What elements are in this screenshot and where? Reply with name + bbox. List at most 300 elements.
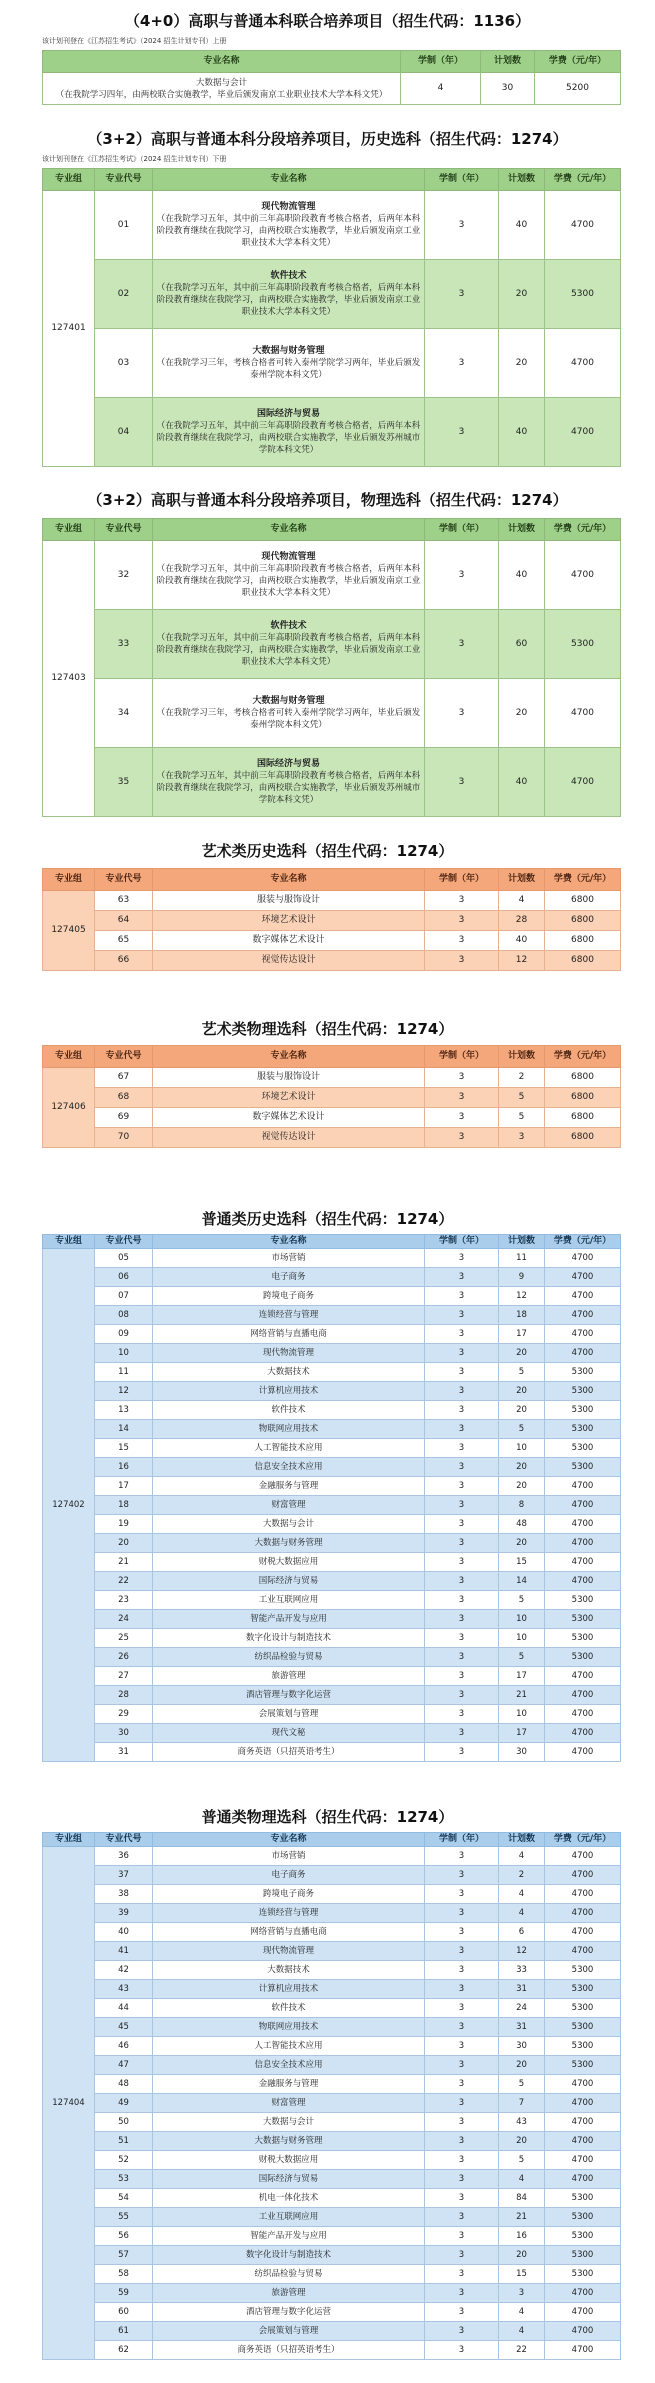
years-cell: 3 [425, 2322, 499, 2341]
years-cell: 3 [425, 2094, 499, 2113]
major-name: 现代物流管理 [261, 201, 316, 212]
plan-cell: 30 [481, 73, 535, 105]
years-cell: 3 [425, 1904, 499, 1923]
major-desc: （在我院学习五年，其中前三年高职阶段教育考核合格者，后两年本科阶段教育继续在我院学习，由两校联合实施教学，毕业后颁发南京工业职业技术大学本科文凭） [156, 282, 421, 317]
table-3plus2-physics [42, 518, 621, 817]
fee-cell: 4700 [545, 1866, 621, 1885]
table-row [43, 2246, 621, 2265]
years-cell: 3 [425, 1847, 499, 1866]
col-header: 学制（年） [425, 1046, 499, 1068]
major-name: 大数据与财务管理 [153, 2132, 425, 2151]
major-name: 电子商务 [153, 1866, 425, 1885]
code-cell: 46 [95, 2037, 153, 2056]
plan-cell: 10 [499, 1439, 545, 1458]
col-header: 学费（元/年） [545, 1046, 621, 1068]
table-row [43, 1068, 621, 1088]
group-cell: 127405 [43, 891, 95, 971]
code-cell: 01 [95, 191, 153, 260]
years-cell: 3 [425, 1268, 499, 1287]
years-cell: 3 [425, 1743, 499, 1762]
years-cell: 3 [425, 541, 499, 610]
plan-cell: 10 [499, 1629, 545, 1648]
years-cell: 3 [425, 2189, 499, 2208]
plan-cell: 12 [499, 1287, 545, 1306]
code-cell: 40 [95, 1923, 153, 1942]
fee-cell: 4700 [545, 1268, 621, 1287]
table-row [43, 191, 621, 260]
fee-cell: 5300 [545, 2227, 621, 2246]
table-row [43, 1572, 621, 1591]
major-name: 国际经济与贸易 [153, 2170, 425, 2189]
years-cell: 3 [425, 1553, 499, 1572]
col-header: 学费（元/年） [545, 1833, 621, 1847]
major-name: 网络营销与直播电商 [153, 1325, 425, 1344]
fee-cell: 4700 [545, 398, 621, 467]
major-name: 现代物流管理 [261, 551, 316, 562]
section-title: （3+2）高职与普通本科分段培养项目，历史选科（招生代码：1274） [87, 130, 568, 148]
table-row [43, 1866, 621, 1885]
plan-cell: 17 [499, 1667, 545, 1686]
fee-cell: 4700 [545, 1553, 621, 1572]
major-name: 电子商务 [153, 1268, 425, 1287]
years-cell: 3 [425, 1306, 499, 1325]
plan-cell: 2 [499, 1068, 545, 1088]
fee-cell: 4700 [545, 1942, 621, 1961]
years-cell: 3 [425, 1401, 499, 1420]
major-name: 环境艺术设计 [153, 1088, 425, 1108]
major-name: 酒店管理与数字化运营 [153, 1686, 425, 1705]
plan-cell: 18 [499, 1306, 545, 1325]
code-cell: 45 [95, 2018, 153, 2037]
years-cell: 3 [425, 1108, 499, 1128]
code-cell: 31 [95, 1743, 153, 1762]
fee-cell: 5300 [545, 260, 621, 329]
col-header: 专业组 [43, 1833, 95, 1847]
fee-cell: 5300 [545, 1980, 621, 1999]
table-row [43, 748, 621, 817]
fee-cell: 6800 [545, 1088, 621, 1108]
major-name: 服装与服饰设计 [153, 891, 425, 911]
table-row [43, 1553, 621, 1572]
years-cell: 3 [425, 1287, 499, 1306]
table-row [43, 1686, 621, 1705]
plan-cell: 9 [499, 1268, 545, 1287]
plan-cell: 20 [499, 329, 545, 398]
major-name: 数字媒体艺术设计 [153, 1108, 425, 1128]
fee-cell: 4700 [545, 191, 621, 260]
years-cell: 3 [425, 1866, 499, 1885]
major-name: 大数据与会计 [153, 2113, 425, 2132]
group-cell: 127404 [43, 1847, 95, 2360]
years-cell: 3 [425, 2208, 499, 2227]
fee-cell: 5300 [545, 1458, 621, 1477]
fee-cell: 4700 [545, 1572, 621, 1591]
table-row [43, 1325, 621, 1344]
major-name: 软件技术 [153, 1401, 425, 1420]
years-cell: 3 [425, 1999, 499, 2018]
years-cell: 3 [425, 1961, 499, 1980]
table-row [43, 2037, 621, 2056]
fee-cell: 6800 [545, 911, 621, 931]
fee-cell: 5300 [545, 2037, 621, 2056]
years-cell: 3 [425, 2303, 499, 2322]
table-row [43, 1287, 621, 1306]
years-cell: 3 [425, 2056, 499, 2075]
years-cell: 3 [425, 191, 499, 260]
fee-cell: 4700 [545, 2094, 621, 2113]
table-row [43, 1923, 621, 1942]
table-4plus0 [42, 50, 621, 105]
table-row [43, 1363, 621, 1382]
plan-cell: 5 [499, 2151, 545, 2170]
plan-cell: 5 [499, 1108, 545, 1128]
plan-cell: 10 [499, 1610, 545, 1629]
fee-cell: 4700 [545, 2132, 621, 2151]
code-cell: 64 [95, 911, 153, 931]
code-cell: 03 [95, 329, 153, 398]
code-cell: 56 [95, 2227, 153, 2246]
fee-cell: 5300 [545, 2208, 621, 2227]
years-cell: 3 [425, 2170, 499, 2189]
major-name: 大数据技术 [153, 1961, 425, 1980]
years-cell: 3 [425, 1534, 499, 1553]
code-cell: 23 [95, 1591, 153, 1610]
major-name: 旅游管理 [153, 1667, 425, 1686]
years-cell: 3 [425, 1629, 499, 1648]
plan-cell: 5 [499, 1591, 545, 1610]
code-cell: 26 [95, 1648, 153, 1667]
years-cell: 3 [425, 2265, 499, 2284]
fee-cell: 5300 [545, 1401, 621, 1420]
code-cell: 42 [95, 1961, 153, 1980]
col-header: 专业名称 [153, 1833, 425, 1847]
plan-cell: 30 [499, 2037, 545, 2056]
group-cell: 127402 [43, 1249, 95, 1762]
table-row [43, 1439, 621, 1458]
code-cell: 66 [95, 951, 153, 971]
fee-cell: 4700 [545, 679, 621, 748]
plan-cell: 7 [499, 2094, 545, 2113]
col-header: 学制（年） [425, 1235, 499, 1249]
plan-cell: 4 [499, 1904, 545, 1923]
code-cell: 37 [95, 1866, 153, 1885]
plan-cell: 20 [499, 2056, 545, 2075]
code-cell: 62 [95, 2341, 153, 2360]
fee-cell: 4700 [545, 1534, 621, 1553]
code-cell: 38 [95, 1885, 153, 1904]
code-cell: 30 [95, 1724, 153, 1743]
plan-cell: 20 [499, 1344, 545, 1363]
major-name: 机电一体化技术 [153, 2189, 425, 2208]
plan-cell: 4 [499, 1847, 545, 1866]
fee-cell: 5300 [545, 610, 621, 679]
col-header: 专业代号 [95, 869, 153, 891]
fee-cell: 4700 [545, 1515, 621, 1534]
code-cell: 43 [95, 1980, 153, 1999]
plan-cell: 4 [499, 2303, 545, 2322]
code-cell: 33 [95, 610, 153, 679]
plan-cell: 31 [499, 2018, 545, 2037]
plan-cell: 6 [499, 1923, 545, 1942]
col-header: 计划数 [481, 51, 535, 73]
fee-cell: 4700 [545, 1923, 621, 1942]
table-row [43, 1458, 621, 1477]
code-cell: 06 [95, 1268, 153, 1287]
years-cell: 3 [425, 1382, 499, 1401]
code-cell: 63 [95, 891, 153, 911]
table-row [43, 260, 621, 329]
fee-cell: 4700 [545, 1344, 621, 1363]
fee-cell: 4700 [545, 1904, 621, 1923]
major-name: 会展策划与管理 [153, 1705, 425, 1724]
major-name: 智能产品开发与应用 [153, 1610, 425, 1629]
plan-cell: 40 [499, 541, 545, 610]
fee-cell: 5300 [545, 2018, 621, 2037]
years-cell: 3 [425, 1249, 499, 1268]
col-header: 学制（年） [425, 1833, 499, 1847]
major-desc: （在我院学习五年，其中前三年高职阶段教育考核合格者，后两年本科阶段教育继续在我院学习，由两校联合实施教学，毕业后颁发南京工业职业技术大学本科文凭） [156, 632, 421, 667]
years-cell: 3 [425, 2037, 499, 2056]
fee-cell: 4700 [545, 1306, 621, 1325]
fee-cell: 4700 [545, 2151, 621, 2170]
years-cell: 3 [425, 1128, 499, 1148]
code-cell: 04 [95, 398, 153, 467]
table-row [43, 1942, 621, 1961]
code-cell: 50 [95, 2113, 153, 2132]
code-cell: 08 [95, 1306, 153, 1325]
plan-cell: 84 [499, 2189, 545, 2208]
plan-cell: 21 [499, 2208, 545, 2227]
code-cell: 05 [95, 1249, 153, 1268]
code-cell: 09 [95, 1325, 153, 1344]
table-row [43, 1904, 621, 1923]
code-cell: 22 [95, 1572, 153, 1591]
major-name: 国际经济与贸易 [256, 758, 320, 769]
fee-cell: 6800 [545, 891, 621, 911]
fee-cell: 5300 [545, 2189, 621, 2208]
table-row [43, 2113, 621, 2132]
years-cell: 3 [425, 1439, 499, 1458]
years-cell: 3 [425, 260, 499, 329]
major-name: 金融服务与管理 [153, 1477, 425, 1496]
code-cell: 13 [95, 1401, 153, 1420]
plan-cell: 12 [499, 1942, 545, 1961]
major-name: 数字化设计与制造技术 [153, 1629, 425, 1648]
major-name: 大数据与会计 [153, 1515, 425, 1534]
years-cell: 3 [425, 1667, 499, 1686]
years-cell: 3 [425, 748, 499, 817]
code-cell: 59 [95, 2284, 153, 2303]
table-row [43, 2132, 621, 2151]
major-name: 国际经济与贸易 [153, 1572, 425, 1591]
major-desc: （在我院学习五年，其中前三年高职阶段教育考核合格者，后两年本科阶段教育继续在我院学习，由两校联合实施教学，毕业后颁发南京工业职业技术大学本科文凭） [156, 563, 421, 598]
fee-cell: 4700 [545, 1249, 621, 1268]
years-cell: 3 [425, 951, 499, 971]
plan-cell: 15 [499, 2265, 545, 2284]
years-cell: 3 [425, 1458, 499, 1477]
major-name: 市场营销 [153, 1249, 425, 1268]
major-name: 连锁经营与管理 [153, 1306, 425, 1325]
fee-cell: 4700 [545, 1287, 621, 1306]
major-desc: （在我院学习三年，考核合格者可转入泰州学院学习两年，毕业后颁发泰州学院本科文凭） [156, 707, 421, 730]
plan-cell: 17 [499, 1325, 545, 1344]
fee-cell: 4700 [545, 1325, 621, 1344]
years-cell: 3 [425, 1572, 499, 1591]
code-cell: 10 [95, 1344, 153, 1363]
fee-cell: 4700 [545, 1885, 621, 1904]
col-header: 学费（元/年） [545, 1235, 621, 1249]
code-cell: 41 [95, 1942, 153, 1961]
major-name: 财税大数据应用 [153, 2151, 425, 2170]
code-cell: 60 [95, 2303, 153, 2322]
section-title: 艺术类历史选科（招生代码：1274） [201, 842, 454, 860]
col-header: 专业组 [43, 169, 95, 191]
major-name: 智能产品开发与应用 [153, 2227, 425, 2246]
col-header: 专业组 [43, 519, 95, 541]
fee-cell: 4700 [545, 2113, 621, 2132]
major-name: 跨境电子商务 [153, 1287, 425, 1306]
years-cell: 3 [425, 1705, 499, 1724]
code-cell: 53 [95, 2170, 153, 2189]
code-cell: 11 [95, 1363, 153, 1382]
major-name: 数字化设计与制造技术 [153, 2246, 425, 2265]
col-header: 计划数 [499, 1235, 545, 1249]
years-cell: 3 [425, 1363, 499, 1382]
fee-cell: 4700 [545, 1686, 621, 1705]
fee-cell: 4700 [545, 329, 621, 398]
major-name: 服装与服饰设计 [153, 1068, 425, 1088]
table-row [43, 1088, 621, 1108]
plan-cell: 20 [499, 1534, 545, 1553]
table-row [43, 2322, 621, 2341]
major-desc: （在我院学习三年，考核合格者可转入泰州学院学习两年，毕业后颁发泰州学院本科文凭） [156, 357, 421, 380]
major-name: 人工智能技术应用 [153, 1439, 425, 1458]
fee-cell: 4700 [545, 2170, 621, 2189]
major-name: 信息安全技术应用 [153, 2056, 425, 2075]
major-name: 大数据技术 [153, 1363, 425, 1382]
fee-cell: 4700 [545, 1743, 621, 1762]
major-name: 酒店管理与数字化运营 [153, 2303, 425, 2322]
major-name: 信息安全技术应用 [153, 1458, 425, 1477]
major-name: 现代文秘 [153, 1724, 425, 1743]
fee-cell: 5300 [545, 1648, 621, 1667]
fee-cell: 5300 [545, 1420, 621, 1439]
plan-cell: 20 [499, 1477, 545, 1496]
major-name: 财税大数据应用 [153, 1553, 425, 1572]
years-cell: 3 [425, 2227, 499, 2246]
fee-cell: 4700 [545, 2284, 621, 2303]
major-name: 计算机应用技术 [153, 1980, 425, 1999]
code-cell: 54 [95, 2189, 153, 2208]
table-row [43, 1999, 621, 2018]
table-row [43, 1306, 621, 1325]
plan-cell: 28 [499, 911, 545, 931]
plan-cell: 11 [499, 1249, 545, 1268]
major-name: 物联网应用技术 [153, 1420, 425, 1439]
plan-cell: 48 [499, 1515, 545, 1534]
table-row [43, 2056, 621, 2075]
years-cell: 3 [425, 2246, 499, 2265]
fee-cell: 4700 [545, 2303, 621, 2322]
col-header: 专业名称 [43, 51, 401, 73]
code-cell: 51 [95, 2132, 153, 2151]
major-name: 现代物流管理 [153, 1344, 425, 1363]
fee-cell: 4700 [545, 2341, 621, 2360]
plan-cell: 40 [499, 191, 545, 260]
fee-cell: 5300 [545, 1629, 621, 1648]
plan-cell: 16 [499, 2227, 545, 2246]
col-header: 专业组 [43, 1235, 95, 1249]
fee-cell: 6800 [545, 1128, 621, 1148]
col-header: 学费（元/年） [545, 519, 621, 541]
major-name: 人工智能技术应用 [153, 2037, 425, 2056]
section-note: 该计划刊登在《江苏招生考试》（2024 招生计划专刊）上册 [42, 37, 227, 45]
code-cell: 44 [95, 1999, 153, 2018]
major-name: 市场营销 [153, 1847, 425, 1866]
code-cell: 17 [95, 1477, 153, 1496]
section-title: 普通类历史选科（招生代码：1274） [201, 1210, 454, 1228]
table-3plus2-history [42, 168, 621, 467]
table-row [43, 2284, 621, 2303]
code-cell: 12 [95, 1382, 153, 1401]
fee-cell: 5300 [545, 1999, 621, 2018]
years-cell: 3 [425, 1515, 499, 1534]
col-header: 专业名称 [153, 1235, 425, 1249]
major-name: 纺织品检验与贸易 [153, 1648, 425, 1667]
table-row [43, 1249, 621, 1268]
years-cell: 3 [425, 2341, 499, 2360]
fee-cell: 5300 [545, 1439, 621, 1458]
code-cell: 49 [95, 2094, 153, 2113]
plan-cell: 20 [499, 260, 545, 329]
plan-cell: 15 [499, 1553, 545, 1572]
years-cell: 3 [425, 2151, 499, 2170]
years-cell: 3 [425, 1420, 499, 1439]
plan-cell: 20 [499, 1382, 545, 1401]
table-row [43, 1382, 621, 1401]
fee-cell: 4700 [545, 748, 621, 817]
code-cell: 35 [95, 748, 153, 817]
plan-cell: 4 [499, 891, 545, 911]
group-cell: 127401 [43, 191, 95, 467]
table-art-physics [42, 1045, 621, 1148]
major-name: 跨境电子商务 [153, 1885, 425, 1904]
col-header: 专业名称 [153, 519, 425, 541]
major-name: 软件技术 [153, 1999, 425, 2018]
table-row [43, 2018, 621, 2037]
major-name: 工业互联网应用 [153, 2208, 425, 2227]
code-cell: 07 [95, 1287, 153, 1306]
table-general-physics [42, 1832, 621, 2360]
plan-cell: 10 [499, 1705, 545, 1724]
group-cell: 127403 [43, 541, 95, 817]
plan-cell: 20 [499, 2132, 545, 2151]
table-row [43, 1534, 621, 1553]
plan-cell: 21 [499, 1686, 545, 1705]
years-cell: 3 [425, 931, 499, 951]
col-header: 学制（年） [401, 51, 481, 73]
table-row [43, 1108, 621, 1128]
fee-cell: 5300 [545, 1961, 621, 1980]
plan-cell: 22 [499, 2341, 545, 2360]
code-cell: 15 [95, 1439, 153, 1458]
years-cell: 3 [425, 1088, 499, 1108]
table-art-history [42, 868, 621, 971]
fee-cell: 4700 [545, 1667, 621, 1686]
fee-cell: 4700 [545, 1705, 621, 1724]
table-row [43, 1629, 621, 1648]
years-cell: 3 [425, 2018, 499, 2037]
